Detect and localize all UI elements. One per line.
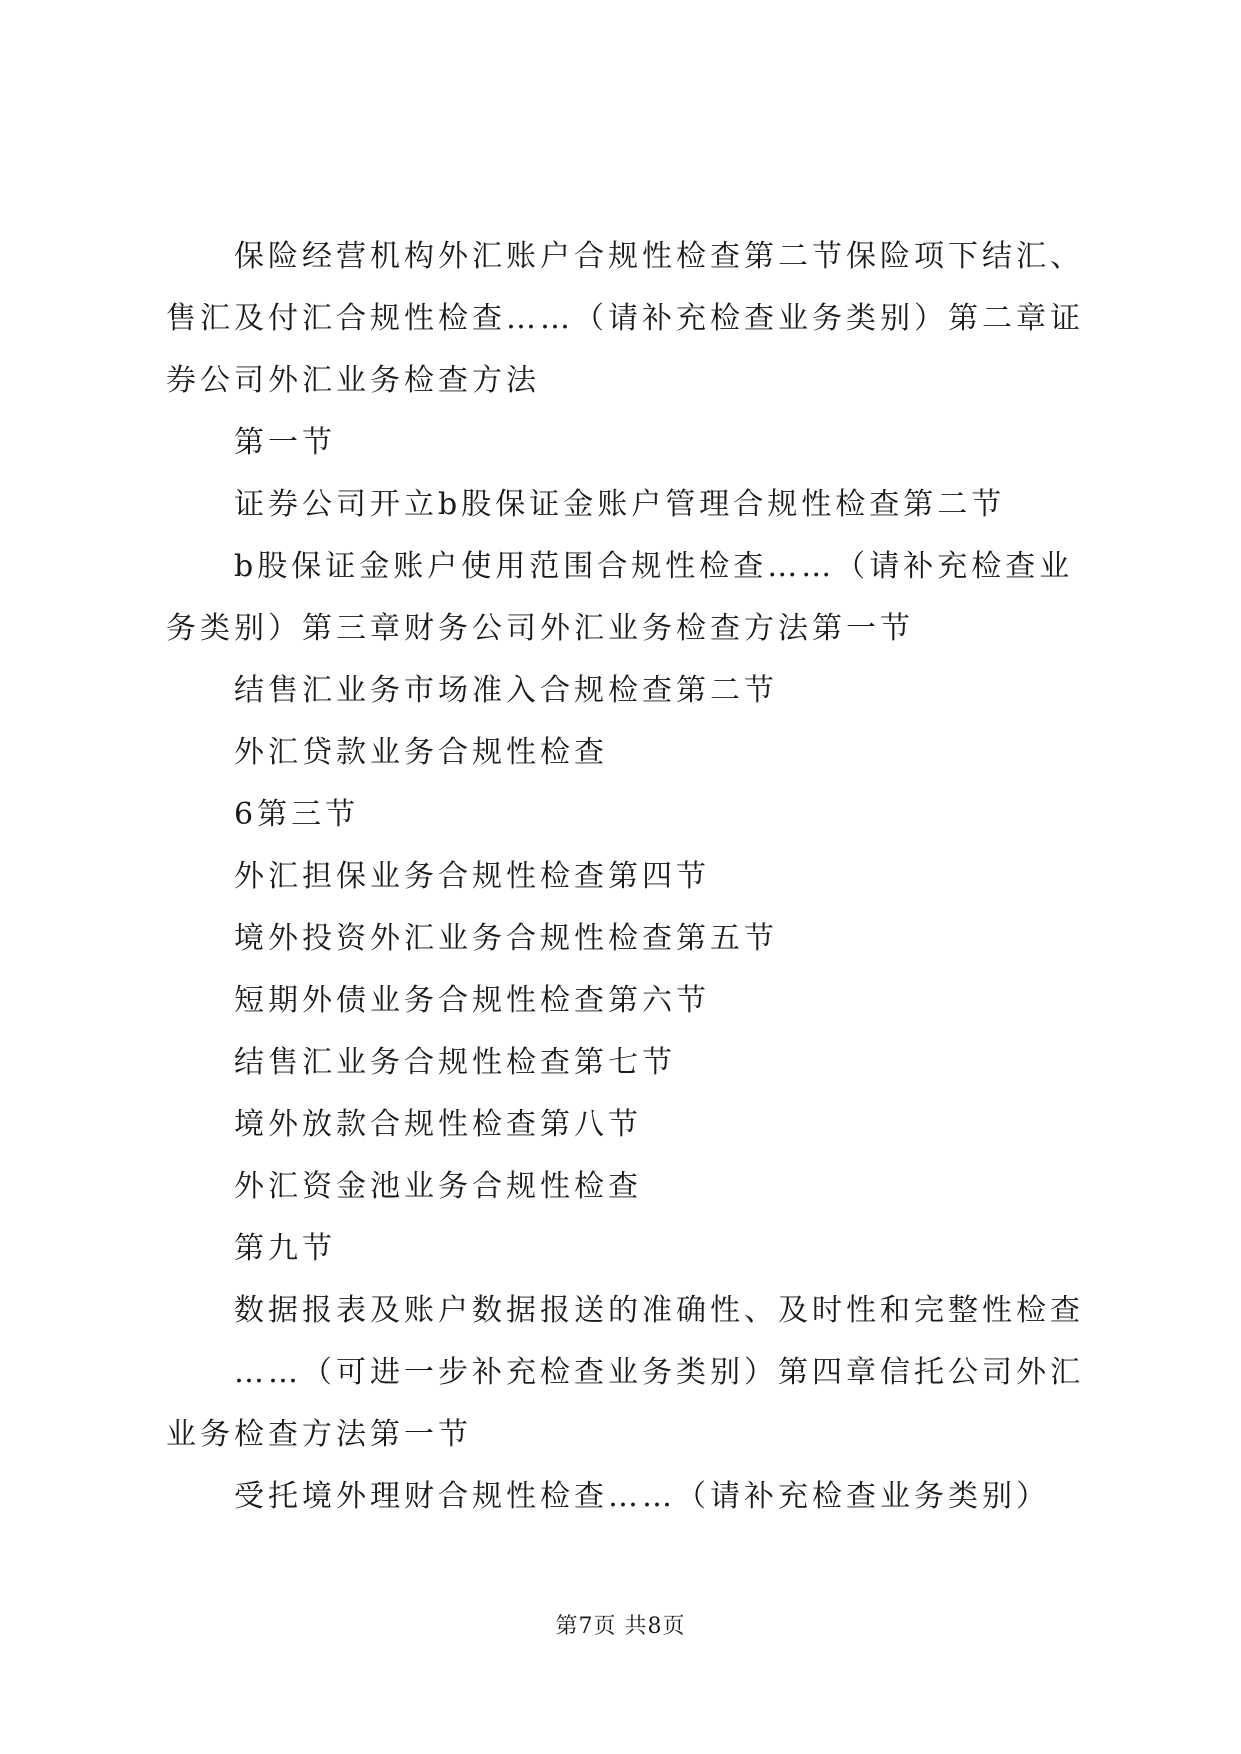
paragraph: 结售汇业务合规性检查第七节 <box>234 1045 676 1080</box>
paragraph: 保险经营机构外汇账户合规性检查第二节保险项下结汇、售汇及付汇合规性检查……（请补充检查业务类别）第二章证券公司外汇业务检查方法 <box>166 239 1084 398</box>
paragraph: 外汇担保业务合规性检查第四节 <box>234 859 710 894</box>
paragraph: ……（可进一步补充检查业务类别）第四章信托公司外汇业务检查方法第一节 <box>166 1355 1084 1452</box>
page-footer <box>0 1612 1241 1642</box>
paragraph: 第一节 <box>234 425 336 460</box>
paragraph: 境外投资外汇业务合规性检查第五节 <box>234 921 778 956</box>
paragraph: 外汇贷款业务合规性检查 <box>234 735 608 770</box>
paragraph: 证券公司开立b股保证金账户管理合规性检查第二节 <box>234 487 1006 522</box>
page-number-label: 第7页 共8页 <box>555 1614 686 1639</box>
paragraph: 结售汇业务市场准入合规检查第二节 <box>234 673 778 708</box>
paragraph: 数据报表及账户数据报送的准确性、及时性和完整性检查 <box>234 1293 1084 1328</box>
paragraph: 6第三节 <box>234 797 360 832</box>
paragraph: 境外放款合规性检查第八节 <box>234 1107 642 1142</box>
paragraph: 外汇资金池业务合规性检查 <box>234 1169 642 1204</box>
paragraph: b股保证金账户使用范围合规性检查……（请补充检查业务类别）第三章财务公司外汇业务检查方法第一节 <box>166 549 1074 646</box>
document-body <box>166 226 1088 1528</box>
paragraph: 受托境外理财合规性检查……（请补充检查业务类别） <box>234 1479 1050 1514</box>
paragraph: 短期外债业务合规性检查第六节 <box>234 983 710 1018</box>
paragraph: 第九节 <box>234 1231 336 1266</box>
